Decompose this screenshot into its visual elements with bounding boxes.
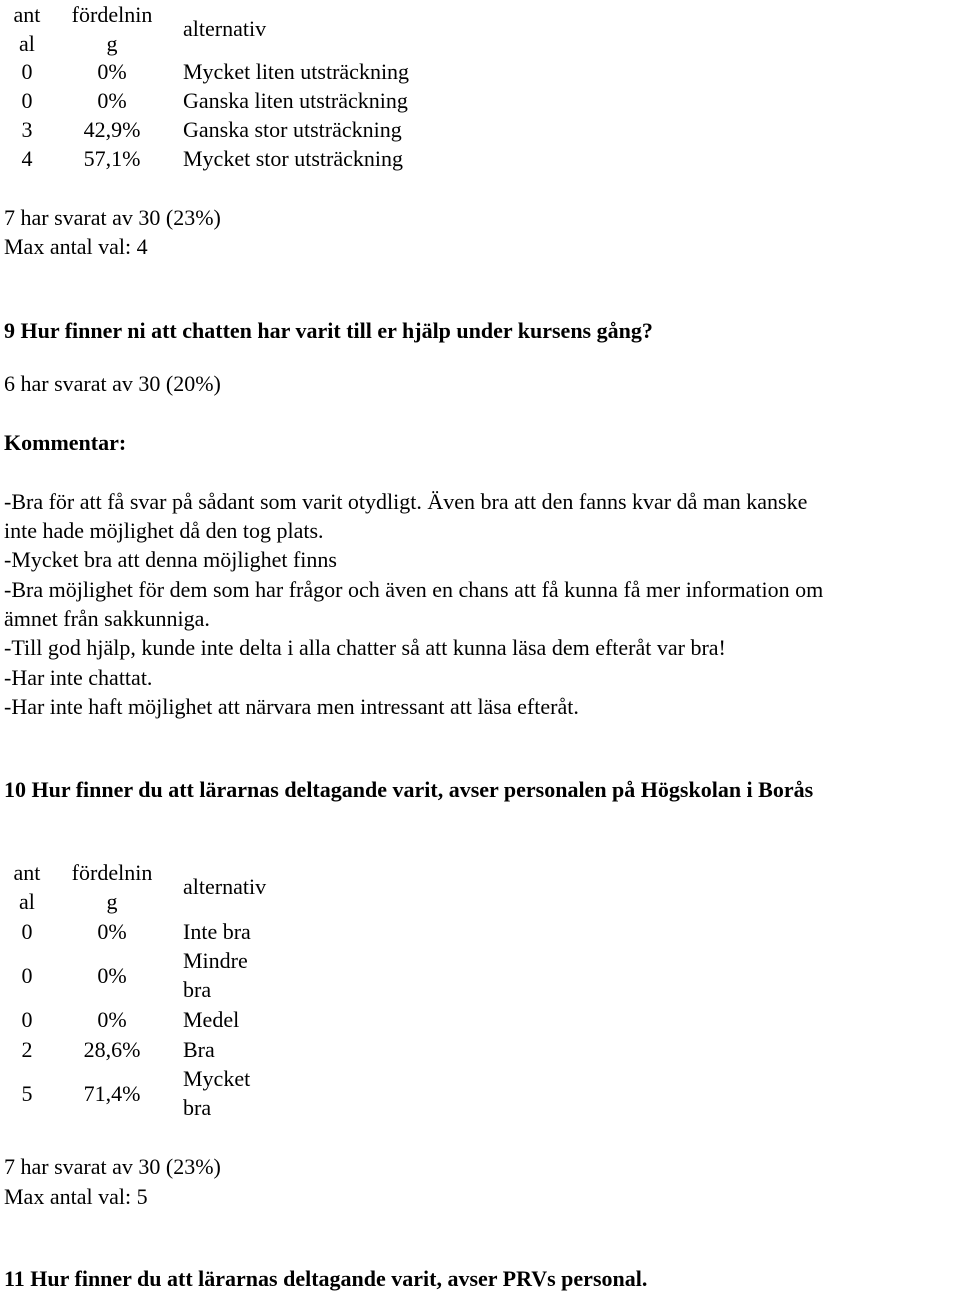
comment-line: -Bra för att få svar på sådant som varit otydligt. Även bra att den fanns kvar då man kanske xyxy=(4,489,808,514)
cell-alternativ: Bra xyxy=(183,1037,215,1062)
comment-line: -Bra möjlighet för dem som har frågor och även en chans att få kunna få mer information om xyxy=(4,577,824,602)
table1-answered: 7 har svarat av 30 (23%) xyxy=(4,205,221,230)
comment-line: ämnet från sakkunniga. xyxy=(4,606,210,631)
header-fordelning-line2: g xyxy=(106,889,118,914)
cell-fordelning: 71,4% xyxy=(83,1081,141,1106)
cell-fordelning: 57,1% xyxy=(83,146,141,171)
cell-fordelning: 42,9% xyxy=(83,117,141,142)
header-fordelning-line2: g xyxy=(106,31,118,56)
comment-line: -Har inte haft möjlighet att närvara men intressant att läsa efteråt. xyxy=(4,694,579,719)
cell-antal: 3 xyxy=(21,117,33,142)
header-antal-line2: al xyxy=(19,31,35,56)
header-fordelning-line1: fördelnin xyxy=(71,2,153,27)
cell-antal: 0 xyxy=(21,919,33,944)
table1-max: Max antal val: 4 xyxy=(4,234,148,259)
cell-alternativ: Ganska stor utsträckning xyxy=(183,117,402,142)
cell-alternativ: Medel xyxy=(183,1007,240,1032)
cell-alternativ-line2: bra xyxy=(183,1095,212,1120)
q10-title: 10 Hur finner du att lärarnas deltagande varit, avser personalen på Högskolan i Borås xyxy=(4,777,814,802)
comment-line: -Har inte chattat. xyxy=(4,665,153,690)
cell-alternativ: Mycket liten utsträckning xyxy=(183,59,410,84)
cell-fordelning: 0% xyxy=(97,1007,127,1032)
q11-title: 11 Hur finner du att lärarnas deltagande varit, avser PRVs personal. xyxy=(4,1266,648,1291)
q10-max: Max antal val: 5 xyxy=(4,1184,148,1209)
header-antal-line1: ant xyxy=(13,860,41,885)
comment-line: -Till god hjälp, kunde inte delta i alla chatter så att kunna läsa dem efteråt var bra! xyxy=(4,635,726,660)
header-alternativ: alternativ xyxy=(183,874,267,899)
cell-antal: 0 xyxy=(21,59,33,84)
q9-comment-label: Kommentar: xyxy=(4,430,127,455)
cell-alternativ: Inte bra xyxy=(183,919,251,944)
cell-alternativ: Ganska liten utsträckning xyxy=(183,88,408,113)
cell-antal: 2 xyxy=(21,1037,33,1062)
q10-answered: 7 har svarat av 30 (23%) xyxy=(4,1154,221,1179)
cell-fordelning: 0% xyxy=(97,963,127,988)
cell-antal: 4 xyxy=(21,146,33,171)
cell-fordelning: 0% xyxy=(97,59,127,84)
cell-antal: 5 xyxy=(21,1081,33,1106)
header-antal-line1: ant xyxy=(13,2,41,27)
cell-fordelning: 0% xyxy=(97,919,127,944)
q9-title: 9 Hur finner ni att chatten har varit till er hjälp under kursens gång? xyxy=(4,318,653,343)
header-alternativ: alternativ xyxy=(183,16,267,41)
cell-alternativ: Mycket stor utsträckning xyxy=(183,146,403,171)
cell-fordelning: 0% xyxy=(97,88,127,113)
comment-line: inte hade möjlighet då den tog plats. xyxy=(4,518,324,543)
cell-antal: 0 xyxy=(21,963,33,988)
q9-answered: 6 har svarat av 30 (20%) xyxy=(4,371,221,396)
cell-antal: 0 xyxy=(21,88,33,113)
cell-fordelning: 28,6% xyxy=(83,1037,141,1062)
cell-alternativ-line1: Mindre xyxy=(183,948,248,973)
cell-antal: 0 xyxy=(21,1007,33,1032)
header-antal-line2: al xyxy=(19,889,35,914)
cell-alternativ-line1: Mycket xyxy=(183,1066,251,1091)
comment-line: -Mycket bra att denna möjlighet finns xyxy=(4,547,337,572)
header-fordelning-line1: fördelnin xyxy=(71,860,153,885)
cell-alternativ-line2: bra xyxy=(183,977,212,1002)
